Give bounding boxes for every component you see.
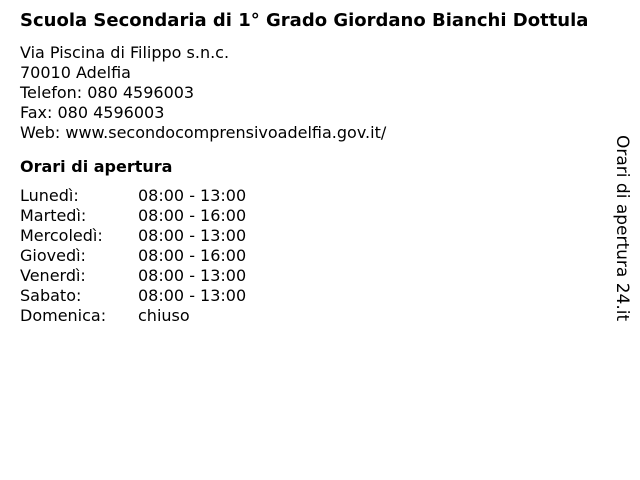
day-label: Domenica: <box>20 306 107 325</box>
hours-row-sunday <box>20 306 605 326</box>
city-address: 70010 Adelfia <box>20 63 131 82</box>
fax-number: Fax: 080 4596003 <box>20 103 165 122</box>
street-address: Via Piscina di Filippo s.n.c. <box>20 43 230 62</box>
time-value: 08:00 - 13:00 <box>138 286 247 305</box>
school-title: Scuola Secondaria di 1° Grado Giordano Bianchi Dottula <box>20 10 589 31</box>
day-label: Giovedì: <box>20 246 86 265</box>
time-value: 08:00 - 13:00 <box>138 186 247 205</box>
day-label: Martedì: <box>20 206 87 225</box>
day-label: Sabato: <box>20 286 82 305</box>
hours-row-monday <box>20 186 605 206</box>
opening-hours-list <box>20 186 605 326</box>
time-value: 08:00 - 16:00 <box>138 206 247 225</box>
phone-number: Telefon: 080 4596003 <box>20 83 195 102</box>
day-label: Lunedì: <box>20 186 79 205</box>
hours-row-tuesday <box>20 206 605 226</box>
hours-row-thursday <box>20 246 605 266</box>
site-brand-watermark: Orari di apertura 24.it <box>612 135 632 322</box>
day-label: Venerdì: <box>20 266 86 285</box>
time-value: 08:00 - 13:00 <box>138 226 247 245</box>
hours-row-wednesday <box>20 226 605 246</box>
day-label: Mercoledì: <box>20 226 103 245</box>
school-info <box>20 10 605 326</box>
hours-heading: Orari di apertura <box>20 157 173 176</box>
address-block <box>20 43 605 143</box>
hours-row-friday <box>20 266 605 286</box>
time-value: 08:00 - 13:00 <box>138 266 247 285</box>
time-value: chiuso <box>138 306 190 325</box>
website-link[interactable]: Web: www.secondocomprensivoadelfia.gov.it/ <box>20 123 387 142</box>
hours-row-saturday <box>20 286 605 306</box>
time-value: 08:00 - 16:00 <box>138 246 247 265</box>
